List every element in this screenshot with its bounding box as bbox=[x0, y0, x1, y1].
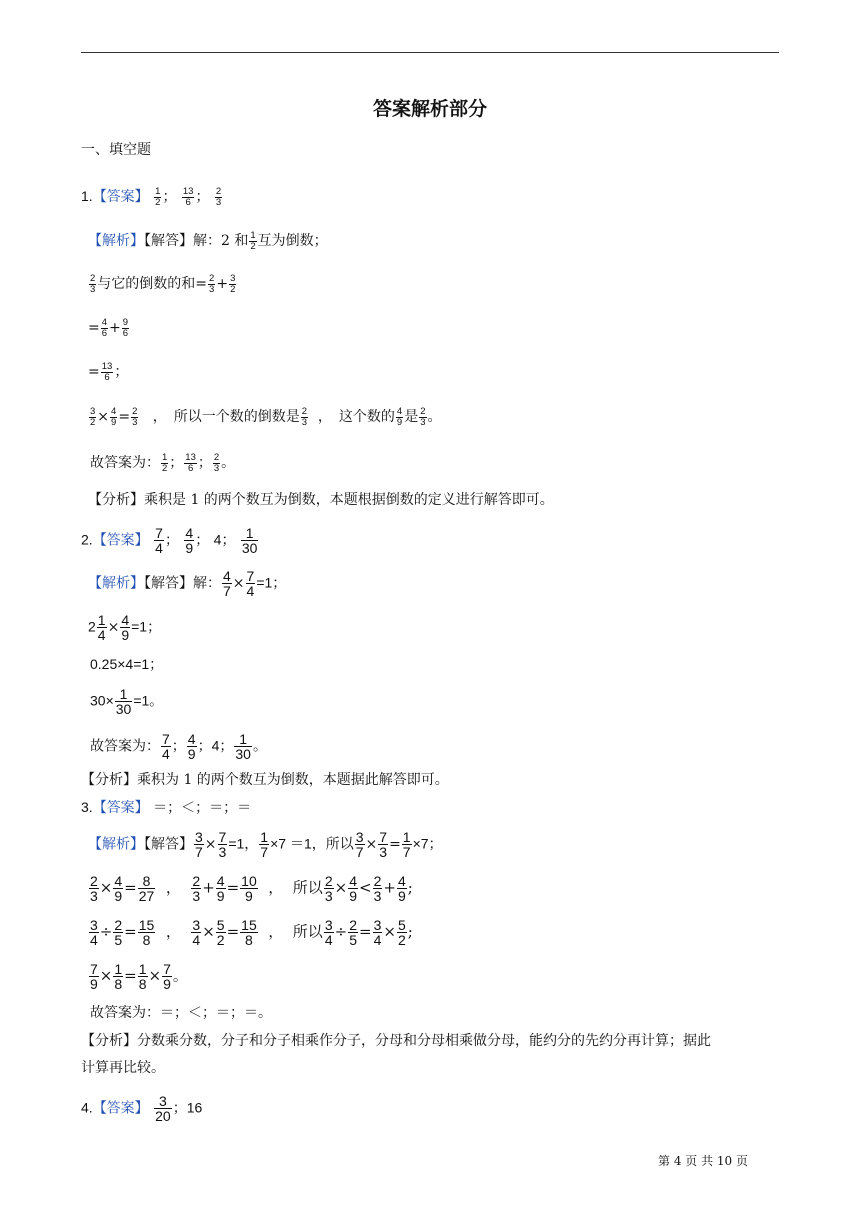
q3-solution-line-2: $\frac{2}{3}$ × $\frac{4}{9}$ = $\frac{8}{27}$ ， $\frac{2}{3}$ + $\frac{4}{9}$ = $\frac{10}{9}$ ， 所以 $\frac{2}{3}$ × $\frac{4}{9}$ < $\frac{2}{3}$ + $\frac{4}{9}$ ; bbox=[90, 873, 413, 904]
q2-solution-line-4: 30× $\frac{1}{30}$ =1。 bbox=[90, 686, 164, 717]
q2-solution-line-3: 0.25×4=1； bbox=[90, 656, 164, 672]
question-number: 1. bbox=[81, 188, 93, 204]
q1-solution-line-5: $\frac{3}{2}$ × $\frac{4}{9}$ = $\frac{2}{3}$ ， 所以一个数的倒数是 $\frac{2}{3}$ ， 这个数的 $\frac{4}{9}$ 是 $\frac{2}{3}$ 。 bbox=[90, 406, 442, 428]
q3-solution-line-3: $\frac{3}{4}$ ÷ $\frac{2}{5}$ = $\frac{15}{8}$ ， $\frac{3}{4}$ × $\frac{5}{2}$ = $\frac{15}{8}$ ， 所以 $\frac{3}{4}$ ÷ $\frac{2}{5}$ = $\frac{3}{4}$ × $\frac{5}{2}$ ; bbox=[90, 917, 413, 948]
q2-solution-line-1: 【解析】【解答】解： $\frac{4}{7}$ × $\frac{7}{4}$ =1； bbox=[88, 568, 287, 599]
q3-analysis-cont: 计算再比较。 bbox=[81, 1060, 165, 1076]
q2-analysis: 【分析】乘积为 1 的两个数互为倒数，本题据此解答即可。 bbox=[81, 772, 449, 788]
q2-solution-line-2: 2 $\frac{1}{4}$ × $\frac{4}{9}$ =1； bbox=[88, 612, 162, 643]
q1-conclusion: 故答案为： $\frac{1}{2}$ ； $\frac{13}{6}$ ； $\frac{2}{3}$ 。 bbox=[90, 452, 236, 474]
q2-answer-line: 2.【答案】 $\frac{7}{4}$ ； $\frac{4}{9}$ ； 4； $\frac{1}{30}$ bbox=[81, 525, 258, 556]
q4-answer-line: 4.【答案】 $\frac{3}{20}$ ；16 bbox=[81, 1093, 203, 1124]
q2-conclusion: 故答案为： $\frac{7}{4}$ ； $\frac{4}{9}$ ；4； $\frac{1}{30}$ 。 bbox=[90, 731, 267, 762]
q1-analysis: 【分析】乘积是 1 的两个数互为倒数，本题根据倒数的定义进行解答即可。 bbox=[88, 492, 554, 508]
q3-solution-line-4: $\frac{7}{9}$ × $\frac{1}{8}$ = $\frac{1}{8}$ × $\frac{7}{9}$ 。 bbox=[90, 961, 188, 992]
q3-conclusion: 故答案为：＝；＜；＝；＝。 bbox=[90, 1005, 272, 1021]
q1-solution-line-2: $\frac{2}{3}$ 与它的倒数的和= $\frac{2}{3}$ + $\frac{3}{2}$ bbox=[90, 273, 236, 295]
q1-solution-line-3: = $\frac{4}{6}$ + $\frac{9}{6}$ bbox=[88, 317, 129, 339]
q1-answer-line: 1.【答案】 $\frac{1}{2}$ ； $\frac{13}{6}$ ； $\frac{2}{3}$ bbox=[81, 186, 222, 208]
q3-solution-line-1: 【解析】【解答】 $\frac{3}{7}$ × $\frac{7}{3}$ =1， $\frac{1}{7}$ ×7 ＝1，所以 $\frac{3}{7}$ × $\frac{7}{3}$ = $\frac{1}{7}$ ×7； bbox=[88, 829, 443, 860]
header-rule bbox=[81, 52, 779, 53]
q3-answer-line: 3.【答案】 ＝；＜；＝；＝ bbox=[81, 799, 252, 816]
answer-label: 【答案】 bbox=[92, 189, 149, 205]
q1-solution-line-4: = $\frac{13}{6}$ ； bbox=[88, 361, 129, 383]
q1-solution-line-1: 【解析】【解答】解：2 和 $\frac{1}{2}$ 互为倒数； bbox=[88, 230, 328, 252]
q3-analysis: 【分析】分数乘分数，分子和分子相乘作分子，分母和分母相乘做分母，能约分的先约分再计算；据此 bbox=[81, 1033, 711, 1049]
page-title: 答案解析部分 bbox=[372, 98, 487, 120]
page-footer: 第 4 页 共 10 页 bbox=[658, 1154, 748, 1168]
section-heading: 一、填空题 bbox=[81, 142, 151, 158]
